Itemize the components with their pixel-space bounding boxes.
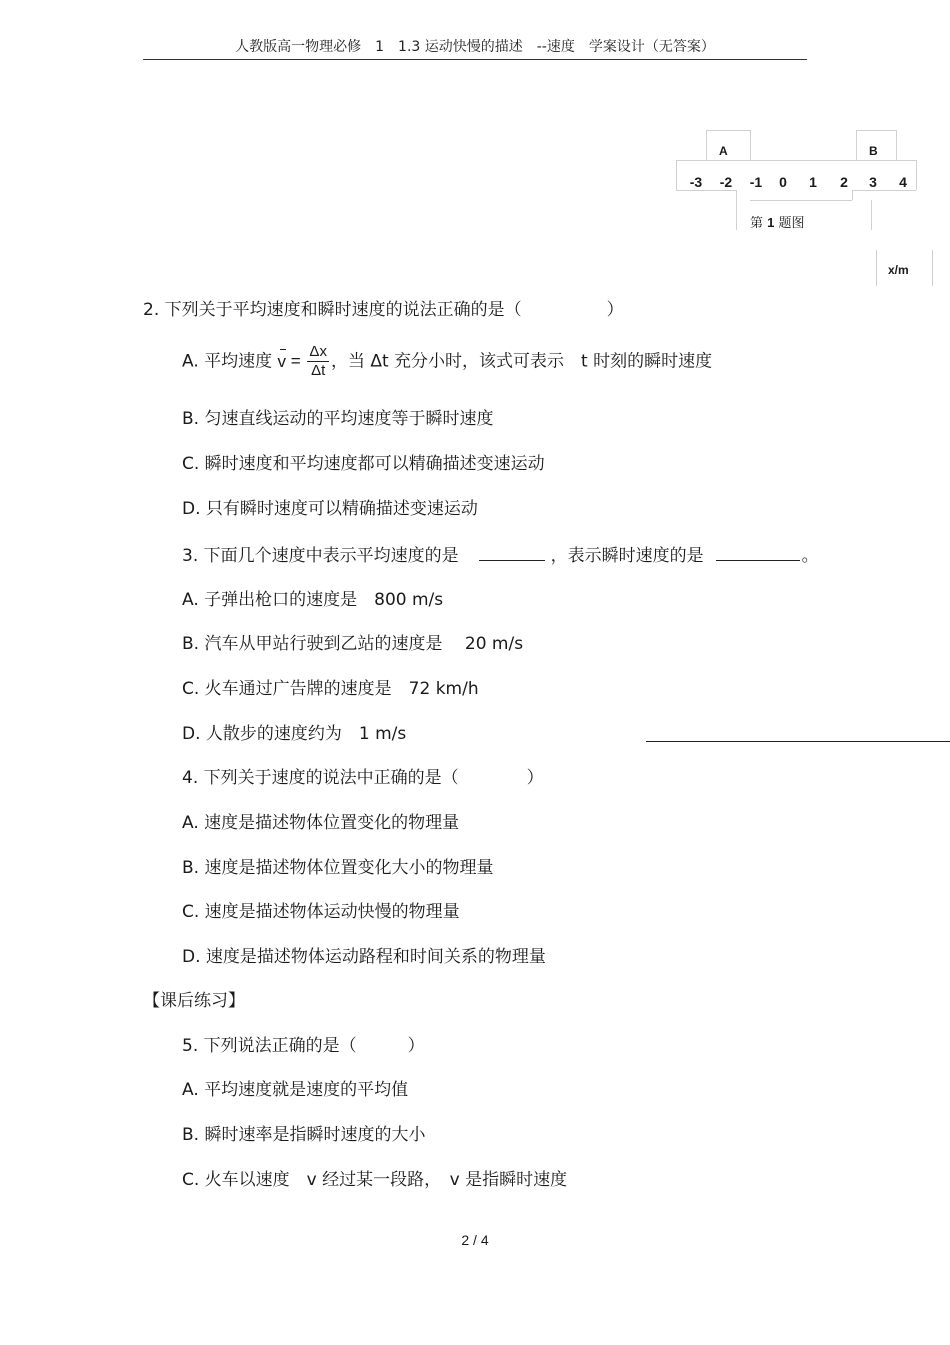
q2-option-d: D. 只有瞬时速度可以精确描述变速运动 [182,499,478,519]
page-number: 2 / 4 [461,1232,489,1248]
q3-option-c: C. 火车通过广告牌的速度是 72 km/h [182,679,479,699]
q5-option-a: A. 平均速度就是速度的平均值 [182,1080,409,1100]
v-bar-symbol: v [277,351,287,371]
q5-option-b: B. 瞬时速率是指瞬时速度的大小 [182,1125,426,1145]
tick-label: -1 [749,174,763,190]
q4-option-b: B. 速度是描述物体位置变化大小的物理量 [182,858,494,878]
q2-option-c: C. 瞬时速度和平均速度都可以精确描述变速运动 [182,454,545,474]
axis-unit-label: x/m [888,263,909,277]
figure-caption: 第 1 题图 [750,215,805,231]
tick-label: 2 [840,174,848,190]
tick-label: -2 [719,174,733,190]
q3-option-b: B. 汽车从甲站行驶到乙站的速度是 20 m/s [182,634,524,654]
q4-option-a: A. 速度是描述物体位置变化的物理量 [182,813,460,833]
number-line-figure [676,130,936,290]
horizontal-rule [646,741,950,742]
tick-label: 0 [779,174,787,190]
q5-option-c: C. 火车以速度 v 经过某一段路， v 是指瞬时速度 [182,1170,568,1190]
q4-stem: 4. 下列关于速度的说法中正确的是（ ） [182,768,544,788]
q3-option-d: D. 人散步的速度约为 1 m/s [182,724,407,744]
point-a-label: A [719,144,728,158]
answer-blank [479,544,545,561]
q2-stem: 2. 下列关于平均速度和瞬时速度的说法正确的是（ ） [143,300,624,320]
tick-label: 1 [809,174,817,190]
delta-fraction: $\frac{\Delta x}{\Delta t}$ [309,343,327,379]
q3-option-a: A. 子弹出枪口的速度是 800 m/s [182,590,444,610]
q4-option-d: D. 速度是描述物体运动路程和时间关系的物理量 [182,947,546,967]
answer-blank [716,544,800,561]
header-rule [143,59,807,60]
page-header: 人教版高一物理必修 1 1.3 运动快慢的描述 --速度 学案设计（无答案） [235,39,715,55]
q2-option-b: B. 匀速直线运动的平均速度等于瞬时速度 [182,409,494,429]
q2-option-a: A. 平均速度 v = $\frac{\Delta x}{\Delta t}$ ，当 Δt 充分小时，该式可表示 t 时刻的瞬时速度 [182,343,713,379]
tick-label: 3 [869,174,877,190]
tick-label: -3 [689,174,703,190]
section-title: 【课后练习】 [143,991,245,1011]
q3-stem: 3. 下面几个速度中表示平均速度的是 ，表示瞬时速度的是 。 [182,546,819,566]
point-b-label: B [869,144,878,158]
tick-label: 4 [899,174,907,190]
q5-stem: 5. 下列说法正确的是（ ） [182,1036,425,1056]
q4-option-c: C. 速度是描述物体运动快慢的物理量 [182,902,460,922]
